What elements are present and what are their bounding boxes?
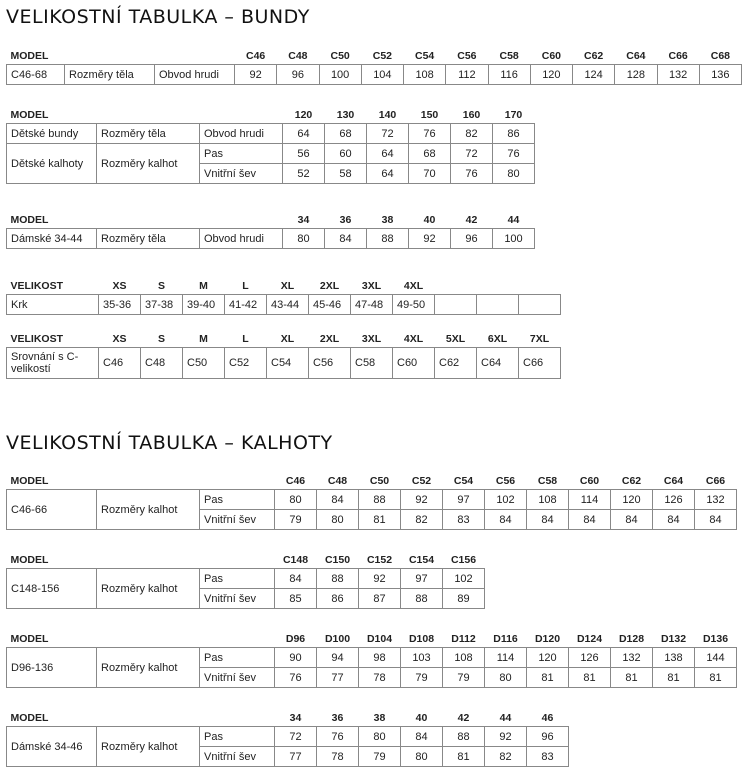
category-cell: Rozměry kalhot <box>97 490 200 530</box>
size-header: D100 <box>324 632 351 645</box>
size-header: XS <box>112 279 127 292</box>
size-header: C154 <box>408 553 435 566</box>
model-header: MODEL <box>10 474 49 487</box>
model-header: MODEL <box>10 632 49 645</box>
model-cell: Dámské 34-46 <box>7 727 97 767</box>
empty-cell <box>435 295 477 315</box>
size-header: S <box>157 279 165 292</box>
table-header-row <box>7 630 737 648</box>
model-cell: C46-66 <box>7 490 97 530</box>
value-cell: C62 <box>435 348 477 379</box>
size-header: D96 <box>285 632 306 645</box>
value-cell: 84 <box>653 510 695 530</box>
model-cell: Dětské bundy <box>7 124 97 144</box>
value-cell: 70 <box>409 164 451 184</box>
value-cell: 108 <box>443 648 485 668</box>
model-cell: C46-68 <box>7 65 65 85</box>
value-cell: 72 <box>367 124 409 144</box>
value-cell: 88 <box>359 490 401 510</box>
value-cell: 79 <box>401 668 443 688</box>
value-cell: 84 <box>569 510 611 530</box>
measure-cell: Pas <box>200 490 275 510</box>
table-row <box>7 569 485 589</box>
category-cell: Rozměry kalhot <box>97 648 200 688</box>
womens-jacket-table <box>6 211 535 249</box>
size-header: D120 <box>534 632 561 645</box>
size-header: D136 <box>702 632 729 645</box>
value-cell: C48 <box>141 348 183 379</box>
value-cell: 120 <box>530 65 572 85</box>
value-cell: 97 <box>443 490 485 510</box>
value-cell: 116 <box>488 65 530 85</box>
size-header: 3XL <box>361 279 382 292</box>
size-header: XL <box>280 279 295 292</box>
value-cell: 92 <box>401 490 443 510</box>
value-cell: 84 <box>317 490 359 510</box>
value-cell: 76 <box>317 727 359 747</box>
model-header: MODEL <box>10 108 49 121</box>
value-cell: 82 <box>485 747 527 767</box>
category-cell: Rozměry těla <box>65 65 155 85</box>
jackets-c-size-table <box>6 47 742 85</box>
size-header: C62 <box>621 474 642 487</box>
value-cell: 76 <box>275 668 317 688</box>
table-row <box>7 144 535 164</box>
value-cell: 96 <box>451 229 493 249</box>
value-cell: 82 <box>451 124 493 144</box>
value-cell: 80 <box>275 490 317 510</box>
value-cell: 76 <box>451 164 493 184</box>
value-cell: 52 <box>283 164 325 184</box>
value-cell: 43-44 <box>267 295 309 315</box>
size-header: 2XL <box>319 279 340 292</box>
size-header: C50 <box>330 49 350 62</box>
value-cell: 84 <box>611 510 653 530</box>
value-cell: C50 <box>183 348 225 379</box>
value-cell: 49-50 <box>393 295 435 315</box>
model-header: MODEL <box>10 213 49 226</box>
empty-cell <box>519 295 561 315</box>
value-cell: 128 <box>615 65 657 85</box>
value-cell: 64 <box>367 144 409 164</box>
size-header: C66 <box>705 474 726 487</box>
size-header: C60 <box>579 474 600 487</box>
table-header-row <box>7 472 737 490</box>
size-header: 34 <box>297 213 310 226</box>
size-header: C66 <box>668 49 688 62</box>
size-header: 5XL <box>445 332 466 345</box>
size-header: 7XL <box>529 332 550 345</box>
value-cell: 126 <box>653 490 695 510</box>
value-cell: 79 <box>359 747 401 767</box>
model-header: MODEL <box>10 711 49 724</box>
table-row <box>7 648 737 668</box>
kids-size-table <box>6 106 535 184</box>
value-cell: 86 <box>493 124 535 144</box>
size-header: C58 <box>499 49 519 62</box>
size-header: 46 <box>541 711 554 724</box>
value-cell: 84 <box>275 569 317 589</box>
value-cell: 126 <box>569 648 611 668</box>
size-header: C62 <box>583 49 604 62</box>
value-cell: 96 <box>277 65 319 85</box>
value-cell: 77 <box>317 668 359 688</box>
value-cell: 86 <box>317 589 359 609</box>
value-cell: 88 <box>367 229 409 249</box>
size-header: D132 <box>660 632 687 645</box>
value-cell: 112 <box>446 65 488 85</box>
value-cell: 108 <box>527 490 569 510</box>
size-header: C52 <box>372 49 392 62</box>
value-cell: 136 <box>699 65 741 85</box>
row-label-cell: Krk <box>7 295 99 315</box>
measure-cell: Pas <box>200 144 283 164</box>
size-header: L <box>242 332 249 345</box>
womens-pants-table <box>6 709 569 767</box>
value-cell: 84 <box>485 510 527 530</box>
value-cell: 81 <box>443 747 485 767</box>
value-cell: C56 <box>309 348 351 379</box>
table-row <box>7 124 535 144</box>
value-cell: 94 <box>317 648 359 668</box>
value-cell: 35-36 <box>99 295 141 315</box>
table-row <box>7 295 561 315</box>
neck-size-table <box>6 277 561 315</box>
measure-cell: Obvod hrudi <box>200 229 283 249</box>
value-cell: 81 <box>569 668 611 688</box>
value-cell: 80 <box>317 510 359 530</box>
model-header: MODEL <box>10 49 49 62</box>
value-cell: 56 <box>283 144 325 164</box>
category-cell: Rozměry kalhot <box>97 727 200 767</box>
size-header: 42 <box>457 711 470 724</box>
value-cell: 92 <box>235 65 277 85</box>
value-cell: 138 <box>653 648 695 668</box>
value-cell: 89 <box>443 589 485 609</box>
value-cell: 79 <box>275 510 317 530</box>
value-cell: 81 <box>611 668 653 688</box>
model-cell: Dětské kalhoty <box>7 144 97 184</box>
table-header-row <box>7 211 535 229</box>
value-cell: 81 <box>527 668 569 688</box>
model-cell: D96-136 <box>7 648 97 688</box>
size-header: C156 <box>450 553 477 566</box>
value-cell: 64 <box>367 164 409 184</box>
value-cell: 81 <box>653 668 695 688</box>
size-header: 160 <box>462 108 481 121</box>
value-cell: 87 <box>359 589 401 609</box>
size-header: C148 <box>282 553 309 566</box>
value-cell: 132 <box>657 65 699 85</box>
size-header: 140 <box>378 108 397 121</box>
value-cell: C66 <box>519 348 561 379</box>
value-cell: 82 <box>401 510 443 530</box>
measure-cell: Vnitřní šev <box>200 510 275 530</box>
category-cell: Rozměry kalhot <box>97 144 200 184</box>
value-cell: 77 <box>275 747 317 767</box>
empty-cell <box>477 295 519 315</box>
c-size-comparison-table <box>6 330 561 379</box>
value-cell: 80 <box>493 164 535 184</box>
size-header: C52 <box>411 474 432 487</box>
model-cell: C148-156 <box>7 569 97 609</box>
measure-cell: Pas <box>200 727 275 747</box>
value-cell: 47-48 <box>351 295 393 315</box>
value-cell: 78 <box>359 668 401 688</box>
value-cell: 92 <box>409 229 451 249</box>
value-cell: C54 <box>267 348 309 379</box>
value-cell: 64 <box>283 124 325 144</box>
value-cell: 83 <box>443 510 485 530</box>
measure-cell: Vnitřní šev <box>200 747 275 767</box>
size-header: C64 <box>626 49 646 62</box>
value-cell: 79 <box>443 668 485 688</box>
value-cell: 37-38 <box>141 295 183 315</box>
table-header-row <box>7 330 561 348</box>
measure-cell: Vnitřní šev <box>200 668 275 688</box>
size-header: 40 <box>415 711 428 724</box>
value-cell: 85 <box>275 589 317 609</box>
size-header: L <box>242 279 249 292</box>
measure-cell: Pas <box>200 648 275 668</box>
pants-c-size-table <box>6 472 737 530</box>
size-header: 2XL <box>319 332 340 345</box>
size-header-label: VELIKOST <box>10 332 64 345</box>
size-header: C54 <box>414 49 435 62</box>
table-row <box>7 490 737 510</box>
value-cell: 68 <box>325 124 367 144</box>
value-cell: 132 <box>611 648 653 668</box>
category-cell: Rozměry těla <box>97 229 200 249</box>
value-cell: 88 <box>443 727 485 747</box>
table-row <box>7 65 742 85</box>
size-header: C150 <box>324 553 351 566</box>
value-cell: 84 <box>527 510 569 530</box>
value-cell: 81 <box>359 510 401 530</box>
value-cell: 84 <box>325 229 367 249</box>
size-header: 3XL <box>361 332 382 345</box>
measure-cell: Pas <box>200 569 275 589</box>
value-cell: 80 <box>485 668 527 688</box>
value-cell: C46 <box>99 348 141 379</box>
value-cell: 84 <box>695 510 737 530</box>
size-header: 38 <box>373 711 386 724</box>
size-header: C60 <box>541 49 561 62</box>
value-cell: 92 <box>359 569 401 589</box>
size-header: C54 <box>453 474 474 487</box>
value-cell: 81 <box>695 668 737 688</box>
value-cell: 102 <box>485 490 527 510</box>
size-header: 34 <box>289 711 302 724</box>
size-header: XL <box>280 332 295 345</box>
size-header-label: VELIKOST <box>10 279 64 292</box>
value-cell: 132 <box>695 490 737 510</box>
size-header: C46 <box>245 49 266 62</box>
size-header: D104 <box>366 632 393 645</box>
value-cell: 41-42 <box>225 295 267 315</box>
value-cell: 104 <box>361 65 403 85</box>
model-cell: Dámské 34-44 <box>7 229 97 249</box>
value-cell: 100 <box>319 65 361 85</box>
size-header: D112 <box>451 632 476 645</box>
value-cell: 124 <box>573 65 615 85</box>
value-cell: 80 <box>359 727 401 747</box>
value-cell: 90 <box>275 648 317 668</box>
size-header: 38 <box>381 213 394 226</box>
size-header: C68 <box>710 49 730 62</box>
size-header: 150 <box>420 108 439 121</box>
value-cell: 98 <box>359 648 401 668</box>
size-header: S <box>157 332 165 345</box>
value-cell: 120 <box>527 648 569 668</box>
size-header: D116 <box>493 632 518 645</box>
table-header-row <box>7 551 485 569</box>
pants-d-size-table <box>6 630 737 688</box>
value-cell: 108 <box>404 65 446 85</box>
size-header: 6XL <box>487 332 508 345</box>
size-header: 44 <box>499 711 512 724</box>
size-header: 36 <box>331 711 344 724</box>
table-row <box>7 727 569 747</box>
size-header: D128 <box>618 632 645 645</box>
value-cell: C52 <box>225 348 267 379</box>
model-header: MODEL <box>10 553 49 566</box>
size-header: C58 <box>537 474 558 487</box>
jackets-section-title: VELIKOSTNÍ TABULKA – BUNDY <box>6 6 310 28</box>
value-cell: 58 <box>325 164 367 184</box>
value-cell: 80 <box>283 229 325 249</box>
value-cell: 88 <box>401 589 443 609</box>
value-cell: 144 <box>695 648 737 668</box>
measure-cell: Vnitřní šev <box>200 589 275 609</box>
value-cell: 72 <box>451 144 493 164</box>
value-cell: 76 <box>409 124 451 144</box>
value-cell: 68 <box>409 144 451 164</box>
category-cell: Rozměry těla <box>97 124 200 144</box>
table-header-row <box>7 709 569 727</box>
value-cell: C64 <box>477 348 519 379</box>
value-cell: 120 <box>611 490 653 510</box>
measure-cell: Obvod hrudi <box>200 124 283 144</box>
measure-cell: Vnitřní šev <box>200 164 283 184</box>
table-row <box>7 229 535 249</box>
table-row <box>7 348 561 379</box>
size-header: C152 <box>366 553 393 566</box>
size-header: D124 <box>576 632 603 645</box>
size-header: 130 <box>336 108 355 121</box>
size-header: C48 <box>327 474 348 487</box>
size-header: C64 <box>663 474 684 487</box>
value-cell: 45-46 <box>309 295 351 315</box>
value-cell: 60 <box>325 144 367 164</box>
size-header: C56 <box>457 49 477 62</box>
size-header: C48 <box>288 49 308 62</box>
table-header-row <box>7 106 535 124</box>
measure-cell: Obvod hrudi <box>155 65 235 85</box>
size-header: 40 <box>423 213 436 226</box>
pants-c148-table <box>6 551 485 609</box>
value-cell: 76 <box>493 144 535 164</box>
value-cell: 100 <box>493 229 535 249</box>
table-header-row <box>7 277 561 295</box>
size-header: C46 <box>285 474 306 487</box>
size-header: M <box>199 279 208 292</box>
value-cell: C58 <box>351 348 393 379</box>
value-cell: 114 <box>485 648 527 668</box>
value-cell: 83 <box>527 747 569 767</box>
size-header: M <box>199 332 208 345</box>
value-cell: 92 <box>485 727 527 747</box>
table-header-row <box>7 47 742 65</box>
size-header: C56 <box>495 474 516 487</box>
size-header: C50 <box>369 474 390 487</box>
value-cell: 102 <box>443 569 485 589</box>
value-cell: 88 <box>317 569 359 589</box>
value-cell: 114 <box>569 490 611 510</box>
value-cell: 103 <box>401 648 443 668</box>
size-header: D108 <box>408 632 435 645</box>
value-cell: 72 <box>275 727 317 747</box>
size-header: 42 <box>465 213 478 226</box>
size-header: 36 <box>339 213 352 226</box>
value-cell: C60 <box>393 348 435 379</box>
size-header: 4XL <box>403 332 424 345</box>
category-cell: Rozměry kalhot <box>97 569 200 609</box>
pants-section-title: VELIKOSTNÍ TABULKA – KALHOTY <box>6 432 333 454</box>
value-cell: 97 <box>401 569 443 589</box>
value-cell: 39-40 <box>183 295 225 315</box>
value-cell: 78 <box>317 747 359 767</box>
size-header: 4XL <box>403 279 424 292</box>
value-cell: 96 <box>527 727 569 747</box>
value-cell: 84 <box>401 727 443 747</box>
size-header: 170 <box>504 108 523 121</box>
size-header: 44 <box>507 213 520 226</box>
row-label-cell: Srovnání s C-velikostí <box>7 348 99 379</box>
size-header: XS <box>112 332 127 345</box>
size-header: 120 <box>294 108 313 121</box>
value-cell: 80 <box>401 747 443 767</box>
